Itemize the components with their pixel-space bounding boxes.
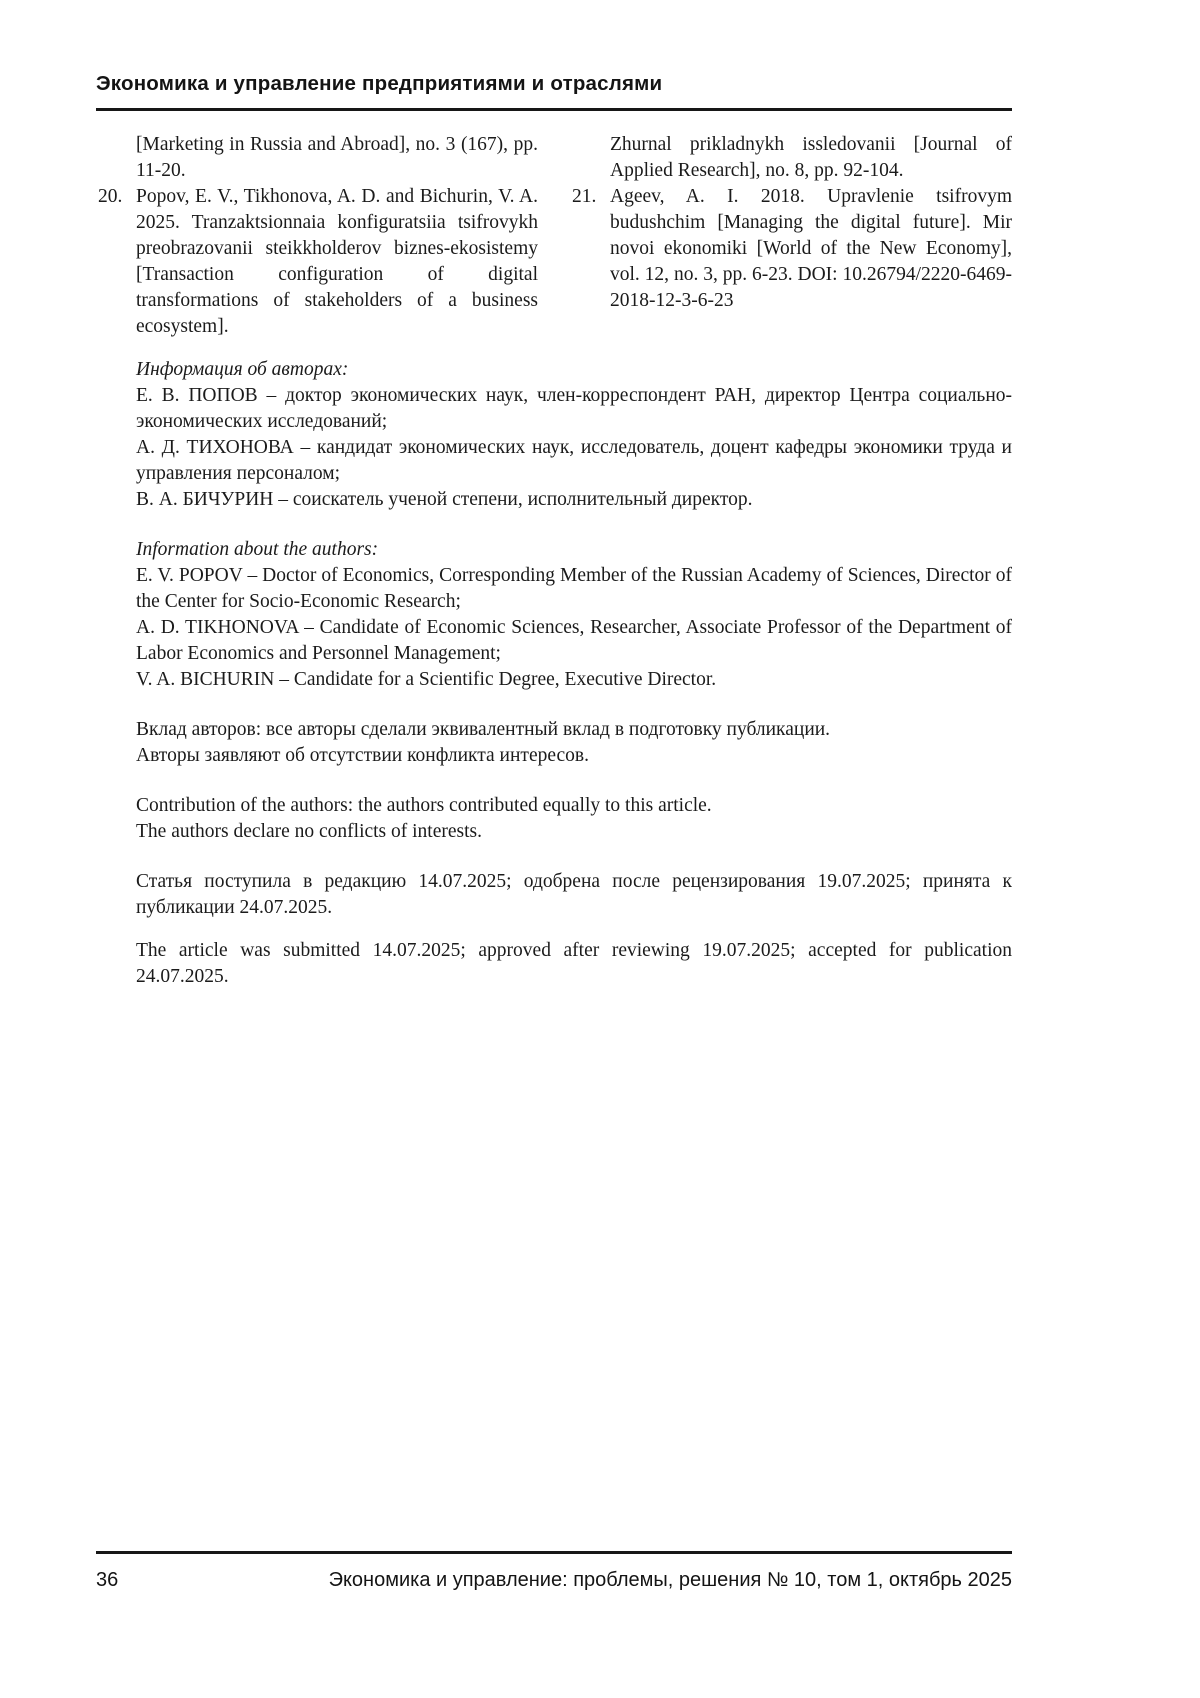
contribution-statement-ru bbox=[136, 717, 1012, 769]
article-history-en-text: The article was submitted 14.07.2025; approved after reviewing 19.07.2025; accepted for publication 24.07.2025. bbox=[136, 940, 1012, 987]
reference-item bbox=[98, 184, 538, 340]
contribution-line-en: Contribution of the authors: the authors contributed equally to this article. bbox=[136, 795, 712, 816]
page-number: 36 bbox=[96, 1569, 119, 1591]
references-column-right bbox=[572, 132, 1012, 340]
reference-number: 20. bbox=[98, 186, 123, 207]
author-entry-ru: Е. В. ПОПОВ – доктор экономических наук, член-корреспондент РАН, директор Центра социально-экономических исследований; bbox=[136, 385, 1012, 432]
reference-number: 21. bbox=[572, 186, 597, 207]
author-entry-en: E. V. POPOV – Doctor of Economics, Corresponding Member of the Russian Academy of Sciences, Director of the Center for Socio-Economic Research; bbox=[136, 565, 1012, 612]
contribution-line-ru: Вклад авторов: все авторы сделали эквивалентный вклад в подготовку публикации. bbox=[136, 719, 831, 740]
reference-text: Ageev, A. I. 2018. Upravlenie tsifrovym budushchim [Managing the digital future]. Mir novoi ekonomiki [World of the New Economy], vol. 12, no. 3, pp. 6-23. DOI: 10.26794/2220-6469-2018-12-3-6-23 bbox=[610, 186, 1012, 311]
section-title: Экономика и управление предприятиями и отраслями bbox=[96, 72, 663, 95]
references-column-left bbox=[98, 132, 538, 340]
authors-info-en bbox=[136, 537, 1012, 693]
authors-info-ru-heading: Информация об авторах: bbox=[136, 359, 349, 380]
reference-item bbox=[572, 184, 1012, 314]
references-section bbox=[98, 132, 1012, 340]
article-history-ru bbox=[136, 869, 1012, 921]
author-entry-en: A. D. TIKHONOVA – Candidate of Economic Sciences, Researcher, Associate Professor of the Department of Labor Economics and Personnel Management; bbox=[136, 617, 1012, 664]
article-history-ru-text: Статья поступила в редакцию 14.07.2025; одобрена после рецензирования 19.07.2025; принята к публикации 24.07.2025. bbox=[136, 871, 1012, 918]
authors-info-ru bbox=[136, 357, 1012, 513]
reference-continuation: Zhurnal prikladnykh issledovanii [Journal of Applied Research], no. 8, pp. 92-104. bbox=[610, 134, 1012, 181]
authors-info-en-heading: Information about the authors: bbox=[136, 539, 379, 560]
journal-issue-line: Экономика и управление: проблемы, решения № 10, том 1, октябрь 2025 bbox=[328, 1569, 1012, 1591]
page-footer bbox=[96, 1551, 1012, 1592]
running-head bbox=[96, 72, 1012, 111]
conflict-line-ru: Авторы заявляют об отсутствии конфликта интересов. bbox=[136, 745, 589, 766]
author-entry-en: V. A. BICHURIN – Candidate for a Scientific Degree, Executive Director. bbox=[136, 669, 717, 690]
conflict-line-en: The authors declare no conflicts of interests. bbox=[136, 821, 483, 842]
reference-text: Popov, E. V., Tikhonova, A. D. and Bichurin, V. A. 2025. Tranzaktsionnaia konfiguratsiia tsifrovykh preobrazovanii steikkholderov biznes-ekosistemy [Transaction configuration of digital transformations of stakeholders of a business ecosystem]. bbox=[136, 186, 538, 337]
author-entry-ru: В. А. БИЧУРИН – соискатель ученой степени, исполнительный директор. bbox=[136, 489, 753, 510]
article-history-en bbox=[136, 938, 1012, 990]
page-body bbox=[98, 132, 1012, 990]
contribution-statement-en bbox=[136, 793, 1012, 845]
reference-continuation: [Marketing in Russia and Abroad], no. 3 (167), pp. 11-20. bbox=[136, 134, 538, 181]
author-entry-ru: А. Д. ТИХОНОВА – кандидат экономических наук, исследователь, доцент кафедры экономики труда и управления персоналом; bbox=[136, 437, 1012, 484]
